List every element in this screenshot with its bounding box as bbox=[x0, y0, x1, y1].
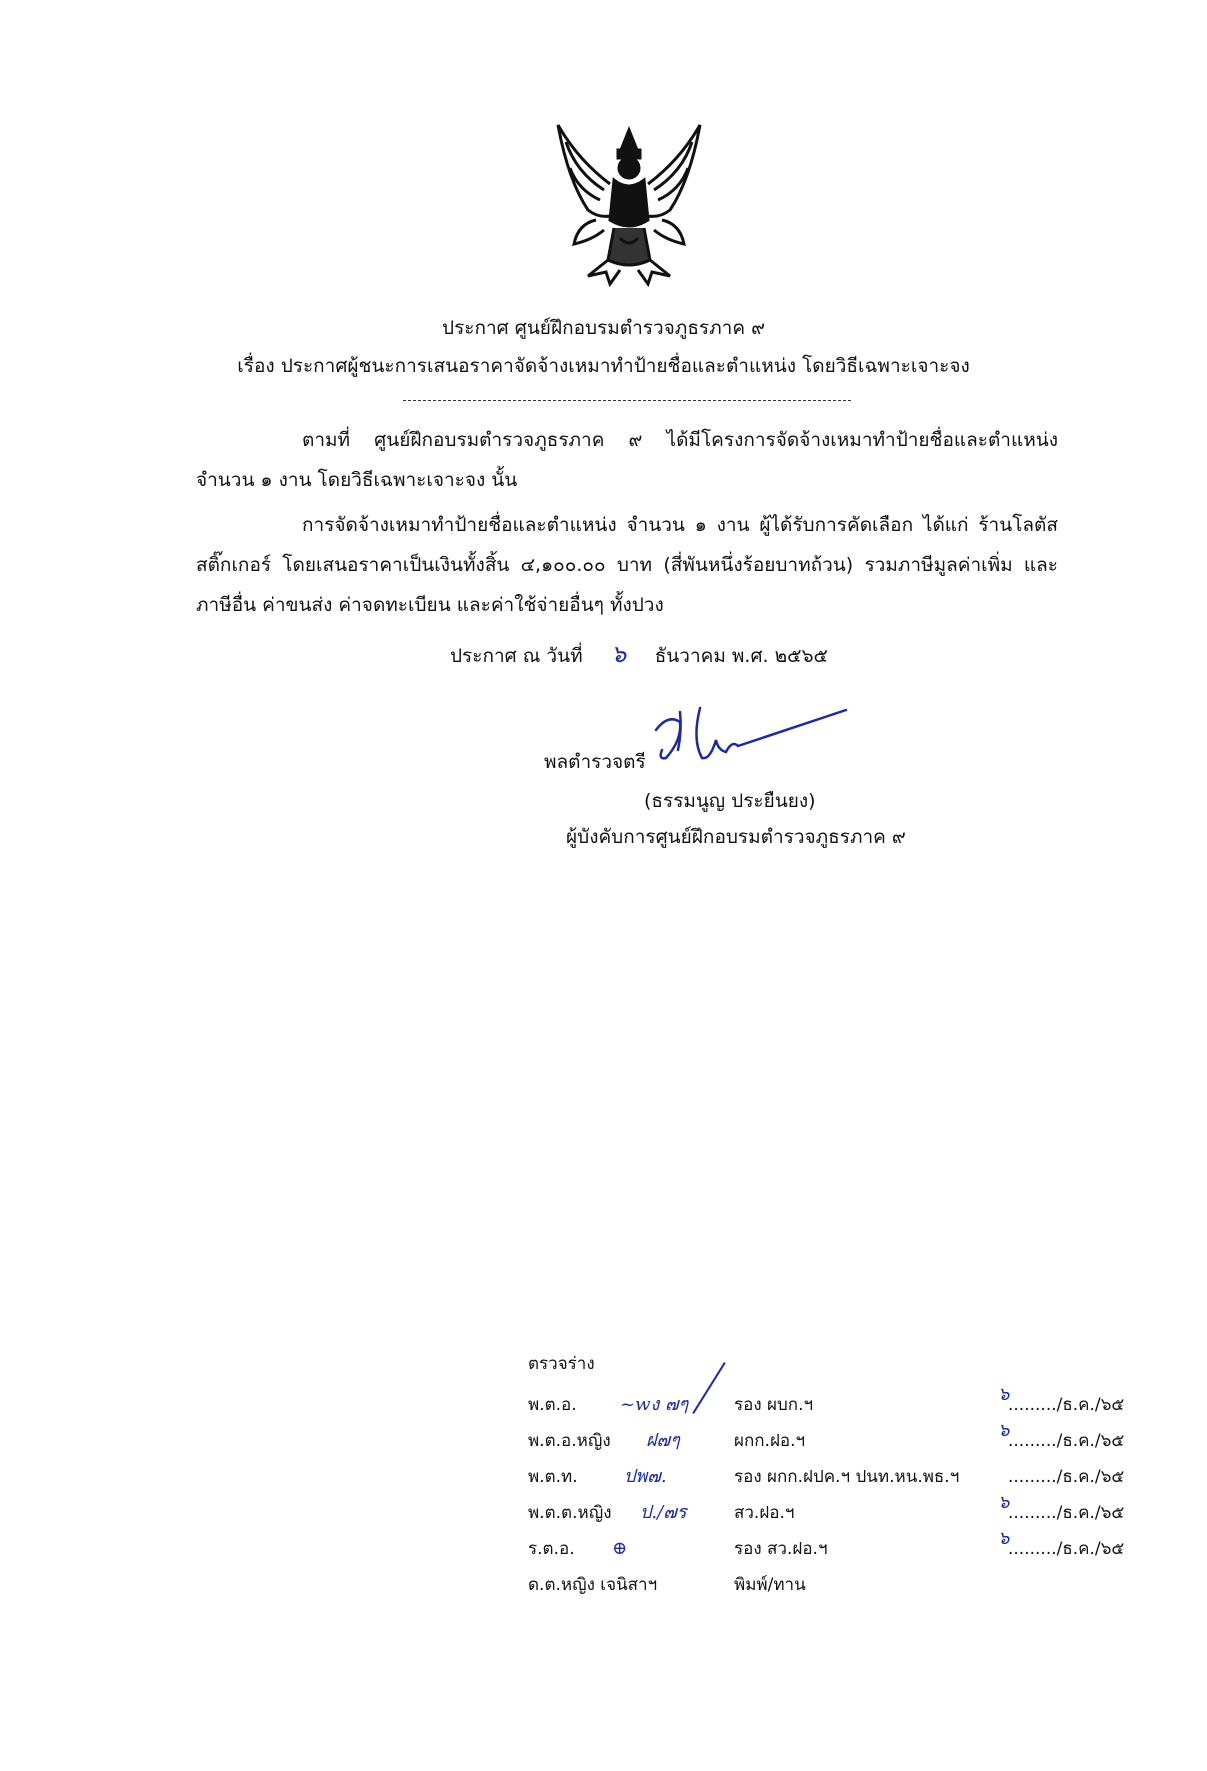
table-row bbox=[528, 1492, 1178, 1530]
table-row bbox=[528, 1570, 1178, 1602]
reviewer-role: รอง ผกก.ฝปค.ฯ ปนท.หน.พธ.ฯ bbox=[734, 1467, 960, 1487]
reviewer-rank: พ.ต.ต.หญิง bbox=[528, 1503, 612, 1523]
review-date: ........./ธ.ค./๖๕ bbox=[1008, 1431, 1125, 1451]
review-date: ........./ธ.ค./๖๕ bbox=[1008, 1467, 1125, 1487]
review-date-mark: ๖ bbox=[998, 1420, 1010, 1441]
review-date-mark: ๖ bbox=[998, 1528, 1010, 1549]
review-title: ตรวจร่าง bbox=[528, 1354, 595, 1374]
reviewer-rank: พ.ต.ท. bbox=[528, 1467, 578, 1487]
reviewer-role: สว.ฝอ.ฯ bbox=[734, 1503, 795, 1523]
table-row bbox=[528, 1528, 1178, 1566]
garuda-emblem-icon bbox=[548, 120, 710, 288]
announcement-title: ประกาศ ศูนย์ฝึกอบรมตำรวจภูธรภาค ๙ bbox=[442, 317, 765, 339]
reviewer-rank: ร.ต.อ. bbox=[528, 1539, 575, 1559]
reviewer-role: รอง ผบก.ฯ bbox=[734, 1395, 814, 1415]
announcement-date bbox=[450, 640, 828, 670]
reviewer-role: พิมพ์/ทาน bbox=[734, 1575, 806, 1595]
signer-position: ผู้บังคับการศูนย์ฝึกอบรมตำรวจภูธรภาค ๙ bbox=[566, 826, 906, 848]
reviewer-role: ผกก.ฝอ.ฯ bbox=[734, 1431, 806, 1451]
date-prefix: ประกาศ ณ วันที่ bbox=[450, 645, 583, 667]
table-row bbox=[528, 1384, 1178, 1422]
reviewer-rank: พ.ต.อ. bbox=[528, 1395, 577, 1415]
table-row bbox=[528, 1420, 1178, 1458]
reviewer-rank: พ.ต.อ.หญิง bbox=[528, 1431, 611, 1451]
reviewer-role: รอง สว.ฝอ.ฯ bbox=[734, 1539, 828, 1559]
body-paragraph-1 bbox=[196, 420, 1058, 500]
paragraph-2-text: การจัดจ้างเหมาทำป้ายชื่อและตำแหน่ง จำนวน ๑ งาน ผู้ได้รับการคัดเลือก ได้แก่ ร้านโลตัส สติ๊กเกอร์ โดยเสนอราคาเป็นเงินทั้งสิ้น ๔,๑๐๐.๐๐ บาท (สี่พันหนึ่งร้อยบาทถ้วน) รวมภาษีมูลค่าเพิ่ม และภาษีอื่น ค่าขนส่ง ค่าจดทะเบียน และค่าใช้จ่ายอื่นๆ ทั้งปวง bbox=[196, 514, 1058, 616]
review-date-mark: ๖ bbox=[998, 1492, 1010, 1513]
date-suffix: ธันวาคม พ.ศ. ๒๕๖๕ bbox=[654, 645, 828, 667]
review-date: ........./ธ.ค./๖๕ bbox=[1008, 1503, 1125, 1523]
signature-icon bbox=[636, 700, 856, 770]
reviewer-rank: ด.ต.หญิง เจนิสาฯ bbox=[528, 1575, 658, 1595]
reviewer-initials-icon: ฝ๗ๆ bbox=[646, 1430, 680, 1451]
paragraph-1-text: ตามที่ ศูนย์ฝึกอบรมตำรวจภูธรภาค ๙ ได้มีโครงการจัดจ้างเหมาทำป้ายชื่อและตำแหน่ง จำนวน ๑ งาน โดยวิธีเฉพาะเจาะจง นั้น bbox=[196, 429, 1058, 491]
reviewer-initials-icon: ⊕ bbox=[612, 1538, 628, 1559]
review-date: ........./ธ.ค./๖๕ bbox=[1008, 1395, 1125, 1415]
date-day-handwritten: ๖ bbox=[611, 640, 627, 668]
signer-rank: พลตำรวจตรี bbox=[544, 751, 646, 773]
reviewer-initials-icon: ปพ๗. bbox=[624, 1466, 667, 1487]
announcement-subject: เรื่อง ประกาศผู้ชนะการเสนอราคาจัดจ้างเหมาทำป้ายชื่อและตำแหน่ง โดยวิธีเฉพาะเจาะจง bbox=[237, 355, 970, 377]
signer-name: (ธรรมนูญ ประยืนยง) bbox=[644, 790, 816, 812]
table-row bbox=[528, 1462, 1178, 1494]
review-date-mark: ๖ bbox=[998, 1384, 1010, 1405]
review-date: ........./ธ.ค./๖๕ bbox=[1008, 1539, 1125, 1559]
body-paragraph-2 bbox=[196, 505, 1058, 625]
separator-line bbox=[403, 400, 851, 401]
reviewer-initials-icon: ป./๗ร bbox=[640, 1502, 687, 1523]
reviewer-initials-icon: ~ԝง ๗ๆ bbox=[620, 1394, 689, 1415]
